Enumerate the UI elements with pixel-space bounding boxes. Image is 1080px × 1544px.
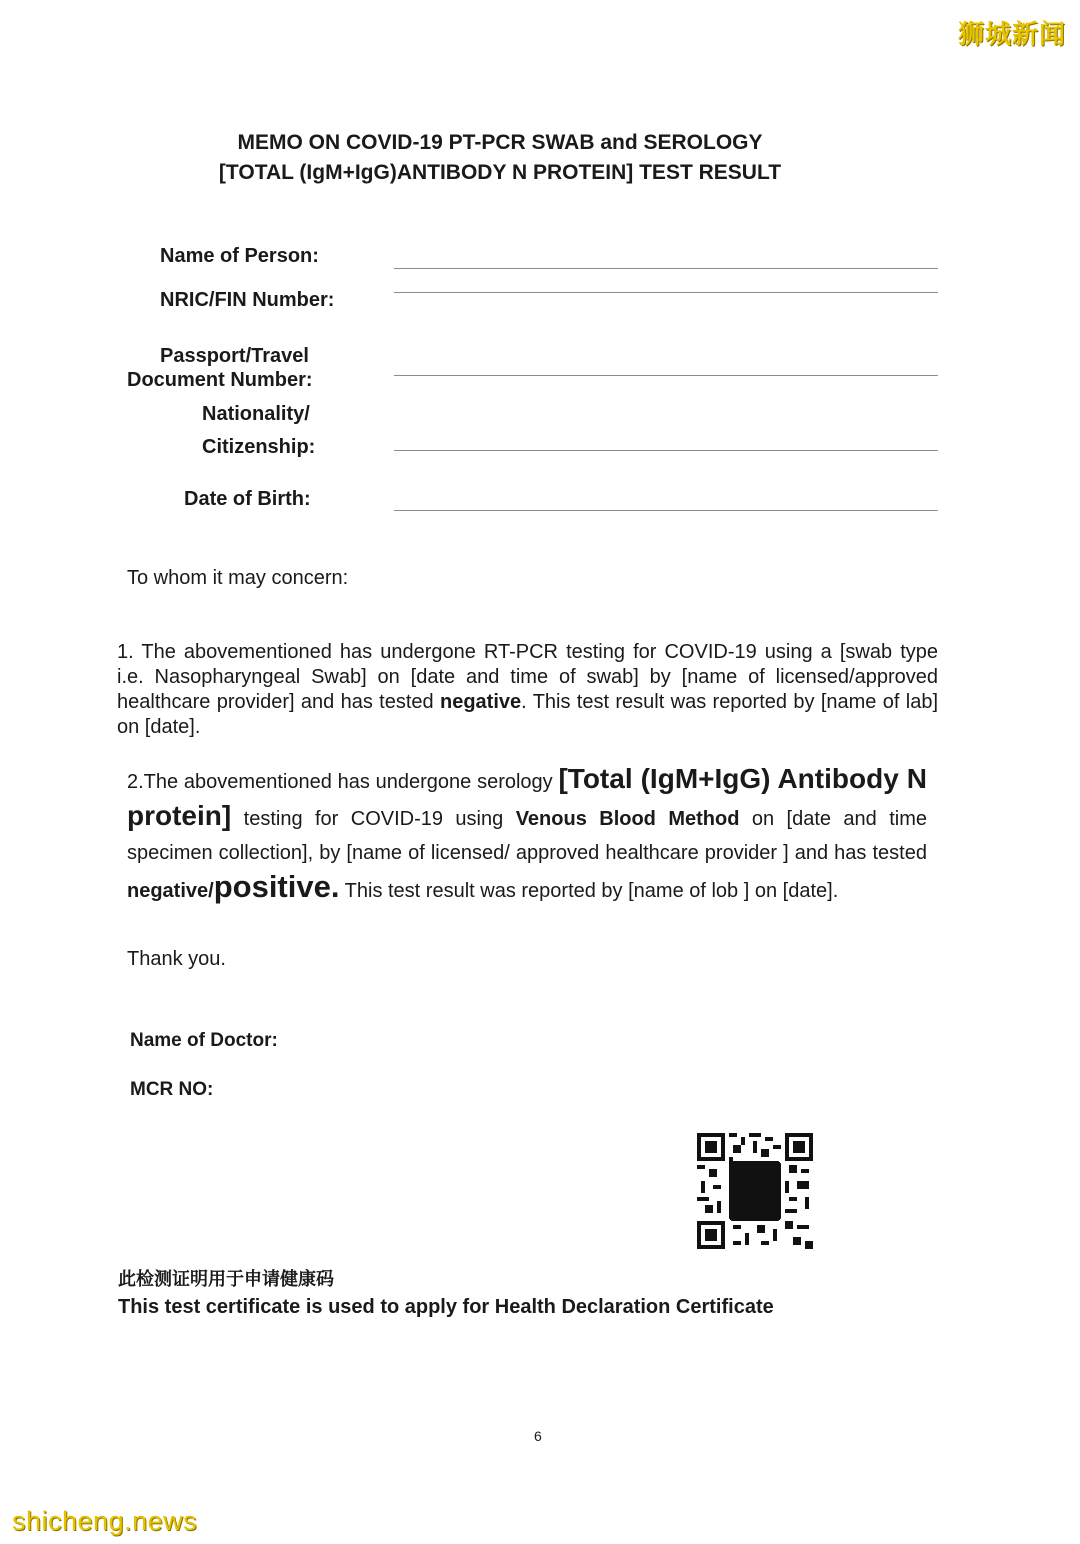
passport-label-line2: Document Number:: [127, 369, 313, 391]
title-line-2: [TOTAL (IgM+IgG)ANTIBODY N PROTEIN] TEST RESULT: [218, 161, 782, 184]
certificate-note: This test certificate is used to apply for Health Declaration Certificate: [118, 1296, 774, 1318]
name-of-person-label: Name of Person:: [160, 245, 319, 267]
para2-text-3: on [date and time specimen collection], by [name of licensed/ approved healthcare provider ] and has tested: [127, 808, 928, 864]
para2-text-2: testing for COVID-19 using: [231, 808, 516, 830]
paragraph-serology: [127, 762, 927, 908]
doctor-name-label: Name of Doctor:: [130, 1030, 278, 1051]
watermark-site-bottom: shicheng.news: [12, 1506, 198, 1536]
greeting: To whom it may concern:: [127, 567, 349, 589]
page-number: 6: [534, 1428, 542, 1444]
name-of-person-line: [394, 268, 938, 269]
nric-label: NRIC/FIN Number:: [160, 289, 335, 311]
passport-label-line1: Passport/Travel: [160, 345, 309, 367]
para1-negative: negative: [440, 691, 522, 713]
watermark-logo-top: 狮城新闻: [957, 20, 1066, 50]
qr-code-icon: [697, 1133, 813, 1249]
mcr-number-label: MCR NO:: [130, 1079, 214, 1100]
thanks: Thank you.: [127, 948, 226, 970]
title-line-1: MEMO ON COVID-19 PT-PCR SWAB and SEROLOGY: [237, 131, 763, 154]
para1-text-a: 1. The abovementioned has undergone RT-PCR testing for COVID-19 using a [swab type i.e. Nasopharyngeal Swab] on [date and time of swab] by [name of licensed/approved healthcare provider] and has tested: [117, 641, 938, 713]
memo-title: [100, 128, 900, 188]
para2-text-1: 2.The abovementioned has undergone serology: [127, 771, 559, 793]
nationality-label-line1: Nationality/: [202, 403, 310, 425]
nationality-label-line2: Citizenship:: [202, 436, 316, 458]
para1-text-b: . This test result was reported by [name of lab] on [date].: [117, 691, 939, 738]
para2-positive: positive.: [213, 869, 340, 904]
nric-line: [394, 292, 938, 293]
para2-text-4: This test result was reported by [name of lob ] on [date].: [339, 880, 839, 902]
para2-venous-blood: Venous Blood Method: [515, 808, 740, 830]
para2-antibody-emphasis: [Total (IgM+IgG) Antibody N protein]: [127, 763, 927, 831]
nationality-line: [394, 450, 938, 451]
para2-negative: negative/: [127, 880, 214, 902]
passport-line: [394, 375, 938, 376]
dob-label: Date of Birth:: [184, 488, 311, 510]
dob-line: [394, 510, 938, 511]
paragraph-rt-pcr: [117, 640, 938, 740]
chinese-note: 此检测证明用于申请健康码: [118, 1269, 334, 1290]
